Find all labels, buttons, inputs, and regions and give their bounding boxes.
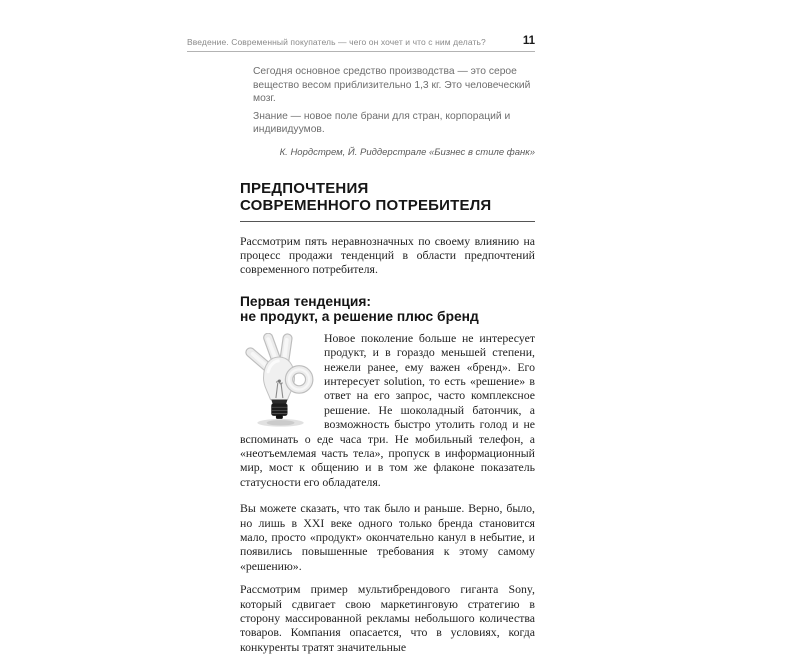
trend-paragraph-2: Вы можете сказать, что так было и раньше. Верно, было, но лишь в XXI веке одного только бренда становится мало, просто «продукт» окончательно канул в небытие, и появились повышенные требования к этому самому «решению». [240,501,535,573]
running-title: Введение. Современный покупатель — чего он хочет и что с ним делать? [187,37,486,47]
page-content [240,65,535,654]
hand-ok-lightbulb-icon [240,333,318,429]
trend-subtitle [240,294,535,325]
trend-paragraph-1: Новое поколение больше не интересует продукт, и в гораздо меньшей степени, нежели ранее, ему важен «бренд». Его интересует solution, то есть «решение» в ответ на его запрос, часто комплексное решение. Не шоколадный батончик, а возможность быстро утолить голод и не вспоминать о еде часа три. Не мобильный телефон, а «неотъемлемая часть тела», пропуск в информационный мир, мост к общению и в том же флаконе показатель статусности его обладателя. [240,330,535,489]
trend-body-block [240,331,535,489]
section-title-line-1: ПРЕДПОЧТЕНИЯ [240,179,369,197]
epigraph [253,65,535,137]
trend-subtitle-line-1: Первая тенденция: [240,293,372,309]
intro-paragraph: Рассмотрим пять неравнозначных по своему влиянию на процесс продажи тенденций в области предпочтений современного потребителя. [240,233,535,277]
page-number: 11 [522,35,535,47]
section-title [240,180,535,222]
trend-paragraph-3: Рассмотрим пример мультибрендового гиганта Sony, который сдвигает свою маркетинговую стратегию в сторону массированной рекламы небольшого количества товаров. Компания опасается, что в условиях, когда конкуренты тратят значительные [240,582,535,654]
section-title-line-2: СОВРЕМЕННОГО ПОТРЕБИТЕЛЯ [240,197,492,214]
running-head [187,35,535,52]
book-page [187,35,535,654]
epigraph-line-1: Сегодня основное средство производства — это серое вещество весом приблизительно 1,3 кг. Это человеческий мозг. [253,66,531,104]
trend-subtitle-line-2: не продукт, а решение плюс бренд [240,309,479,325]
epigraph-line-2: Знание — новое поле брани для стран, корпораций и индивидуумов. [253,110,511,135]
epigraph-attribution: К. Нордстрем, Й. Риддерстрале «Бизнес в стиле фанк» [279,146,535,158]
